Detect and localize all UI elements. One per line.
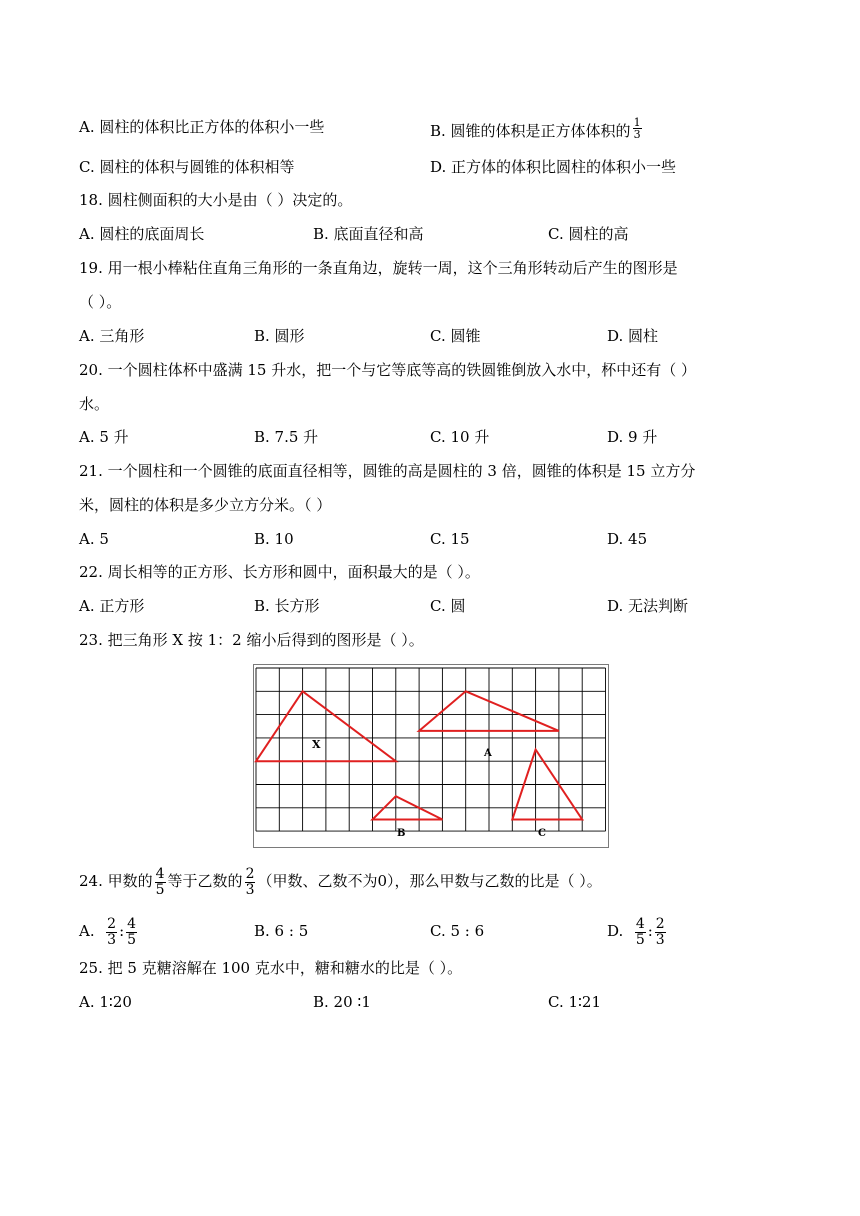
q24-option-c: C. 5 : 6 — [430, 922, 485, 940]
q18-stem: 18. 圆柱侧面积的大小是由（ ）决定的。 — [79, 191, 353, 209]
q17-option-b-fraction — [633, 117, 642, 140]
fraction-numerator: 4 — [635, 915, 645, 932]
q19-option-a: A. 三角形 — [79, 327, 145, 345]
q20-stem-line1: 20. 一个圆柱体杯中盛满 15 升水，把一个与它等底等高的铁圆锥倒放入水中，杯中还有（ ） — [79, 361, 697, 379]
q25-option-a: A. 1∶20 — [79, 993, 132, 1011]
q22-option-a: A. 正方形 — [79, 597, 145, 615]
q25-option-b: B. 20 ∶1 — [313, 993, 371, 1011]
fraction-denominator: 3 — [107, 931, 117, 948]
q24-d-fraction-1 — [635, 917, 646, 948]
fraction-denominator: 3 — [655, 931, 665, 948]
q21-option-b: B. 10 — [254, 530, 294, 548]
fraction-denominator: 5 — [127, 931, 137, 948]
fraction-numerator: 1 — [633, 116, 641, 129]
q21-stem-line1: 21. 一个圆柱和一个圆锥的底面直径相等，圆锥的高是圆柱的 3 倍，圆锥的体积是 15 立方分 — [79, 462, 696, 480]
q24-stem-part1: 24. 甲数的 — [79, 872, 153, 890]
q22-option-d: D. 无法判断 — [607, 597, 689, 615]
fraction-numerator: 2 — [107, 915, 117, 932]
q19-option-c: C. 圆锥 — [430, 327, 481, 345]
label-a: A — [484, 748, 492, 759]
q24-option-d: D. $\frac{4}{5}$ : $\frac{2}{3}$ — [607, 915, 665, 948]
q17-option-b-text: B. 圆锥的体积是正方体体积的 — [430, 122, 631, 140]
q24-d-fraction-2 — [655, 917, 666, 948]
q21-option-d: D. 45 — [607, 530, 648, 548]
q24-stem-part3: （甲数、乙数不为0），那么甲数与乙数的比是（ ）。 — [257, 872, 602, 890]
q21-option-c: C. 15 — [430, 530, 470, 548]
q24-option-a: A. $\frac{2}{3}$ : $\frac{4}{5}$ — [79, 915, 137, 948]
fraction-numerator: 2 — [245, 865, 255, 882]
q18-option-b: B. 底面直径和高 — [313, 225, 424, 243]
q18-option-c: C. 圆柱的高 — [548, 225, 629, 243]
q24-option-b: B. 6 : 5 — [254, 922, 309, 940]
q20-option-c: C. 10 升 — [430, 428, 490, 446]
q25-option-c: C. 1∶21 — [548, 993, 602, 1011]
q24-a-fraction-2 — [126, 917, 137, 948]
triangle-grid-figure — [253, 664, 609, 848]
q19-option-b: B. 圆形 — [254, 327, 305, 345]
fraction-denominator: 5 — [635, 931, 645, 948]
q22-option-c: C. 圆 — [430, 597, 466, 615]
q24-a-fraction-1 — [106, 917, 117, 948]
q19-stem-line1: 19. 用一根小棒粘住直角三角形的一条直角边，旋转一周，这个三角形转动后产生的图形是 — [79, 259, 678, 277]
option-label: D. — [607, 922, 624, 940]
fraction-denominator: 3 — [633, 128, 641, 141]
q19-option-d: D. 圆柱 — [607, 327, 659, 345]
q18-option-a: A. 圆柱的底面周长 — [79, 225, 205, 243]
q17-option-b — [430, 117, 644, 141]
label-b: B — [397, 828, 406, 839]
fraction-numerator: 4 — [155, 865, 165, 882]
q24-stem — [79, 858, 602, 904]
option-label: A. — [79, 922, 95, 940]
q22-option-b: B. 长方形 — [254, 597, 320, 615]
q24-fraction-1 — [155, 867, 166, 898]
q20-option-d: D. 9 升 — [607, 428, 658, 446]
q21-option-a: A. 5 — [79, 530, 109, 548]
label-c: C — [538, 828, 546, 839]
q19-stem-line2: （ ）。 — [79, 293, 122, 311]
q17-option-a: A. 圆柱的体积比正方体的体积小一些 — [79, 118, 325, 136]
fraction-denominator: 5 — [155, 881, 165, 898]
fraction-numerator: 2 — [655, 915, 665, 932]
q23-stem: 23. 把三角形 X 按 1：2 缩小后得到的图形是（ ）。 — [79, 631, 424, 649]
q21-stem-line2: 米，圆柱的体积是多少立方分米。（ ） — [79, 496, 332, 514]
label-x: X — [312, 738, 321, 751]
q17-option-d: D. 正方体的体积比圆柱的体积小一些 — [430, 158, 677, 176]
q22-stem: 22. 周长相等的正方形、长方形和圆中，面积最大的是（ ）。 — [79, 563, 480, 581]
q20-option-a: A. 5 升 — [79, 428, 129, 446]
fraction-numerator: 4 — [127, 915, 137, 932]
q20-option-b: B. 7.5 升 — [254, 428, 319, 446]
q24-fraction-2 — [245, 867, 256, 898]
fraction-denominator: 3 — [245, 881, 255, 898]
q20-stem-line2: 水。 — [79, 395, 110, 413]
q17-option-c: C. 圆柱的体积与圆锥的体积相等 — [79, 158, 295, 176]
q25-stem: 25. 把 5 克糖溶解在 100 克水中，糖和糖水的比是（ ）。 — [79, 959, 463, 977]
q24-stem-part2: 等于乙数的 — [167, 872, 243, 890]
